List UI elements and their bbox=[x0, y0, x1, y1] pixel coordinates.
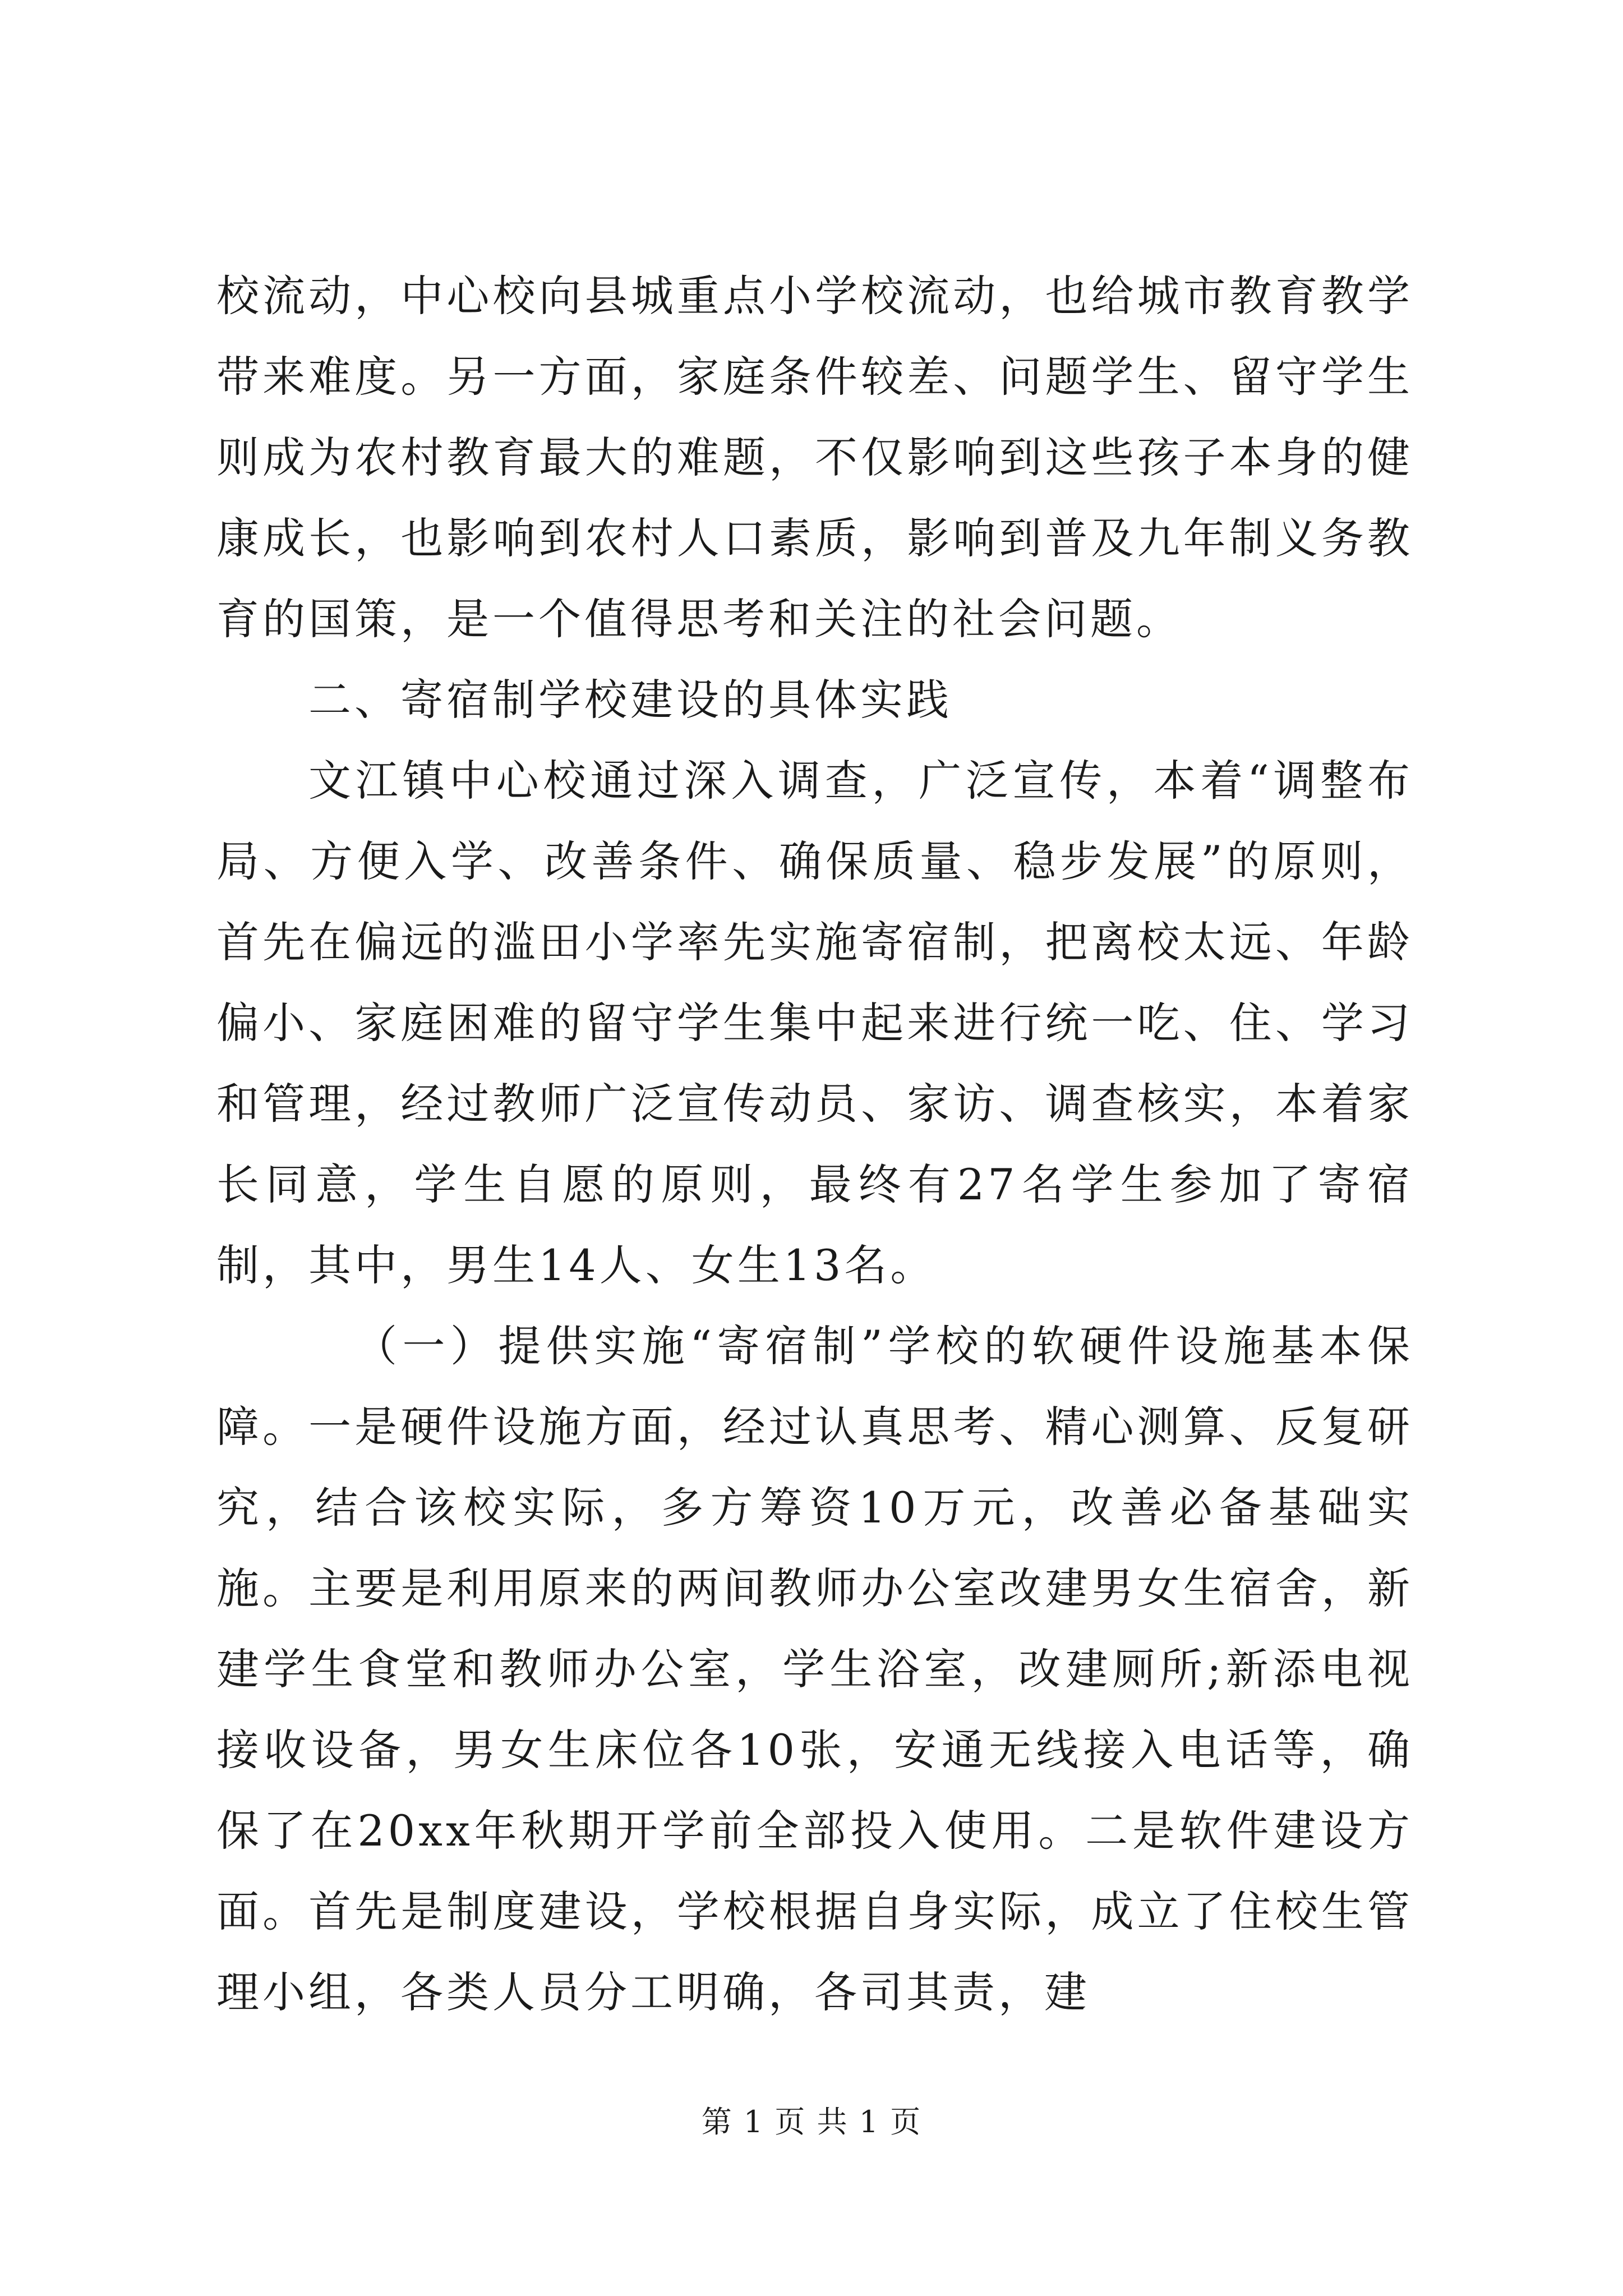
section-heading: 二、寄宿制学校建设的具体实践 bbox=[308, 675, 952, 725]
paragraph-subsection-one: （一）提供实施“寄宿制”学校的软硬件设施基本保障。一是硬件设施方面，经过认真思考、精心测算、反复研究，结合该校实际，多方筹资10万元，改善必备基础实施。主要是利用原来的两间教师办公室改建男女生宿舍，新建学生食堂和教师办公室，学生浴室，改建厕所;新添电视接收设备，男女生床位各10张，安通无线接入电话等，确保了在20xx年秋期开学前全部投入使用。二是软件建设方面。首先是制度建设，学校根据自身实际，成立了住校生管理小组，各类人员分工明确，各司其责，建 bbox=[216, 1321, 1413, 2017]
paragraph-intro-continued: 校流动，中心校向县城重点小学校流动，也给城市教育教学带来难度。另一方面，家庭条件较差、问题学生、留守学生则成为农村教育最大的难题，不仅影响到这些孩子本身的健康成长，也影响到农村人口素质，影响到普及九年制义务教育的国策，是一个值得思考和关注的社会问题。 bbox=[216, 271, 1413, 644]
paragraph-practice: 文江镇中心校通过深入调查，广泛宣传，本着“调整布局、方便入学、改善条件、确保质量、稳步发展”的原则，首先在偏远的滥田小学率先实施寄宿制，把离校太远、年龄偏小、家庭困难的留守学生集中起来进行统一吃、住、学习和管理，经过教师广泛宣传动员、家访、调查核实，本着家长同意，学生自愿的原则，最终有27名学生参加了寄宿制，其中，男生14人、女生13名。 bbox=[216, 756, 1413, 1290]
page-footer: 第 1 页 共 1 页 bbox=[701, 2104, 922, 2139]
document-body bbox=[216, 256, 1413, 2033]
